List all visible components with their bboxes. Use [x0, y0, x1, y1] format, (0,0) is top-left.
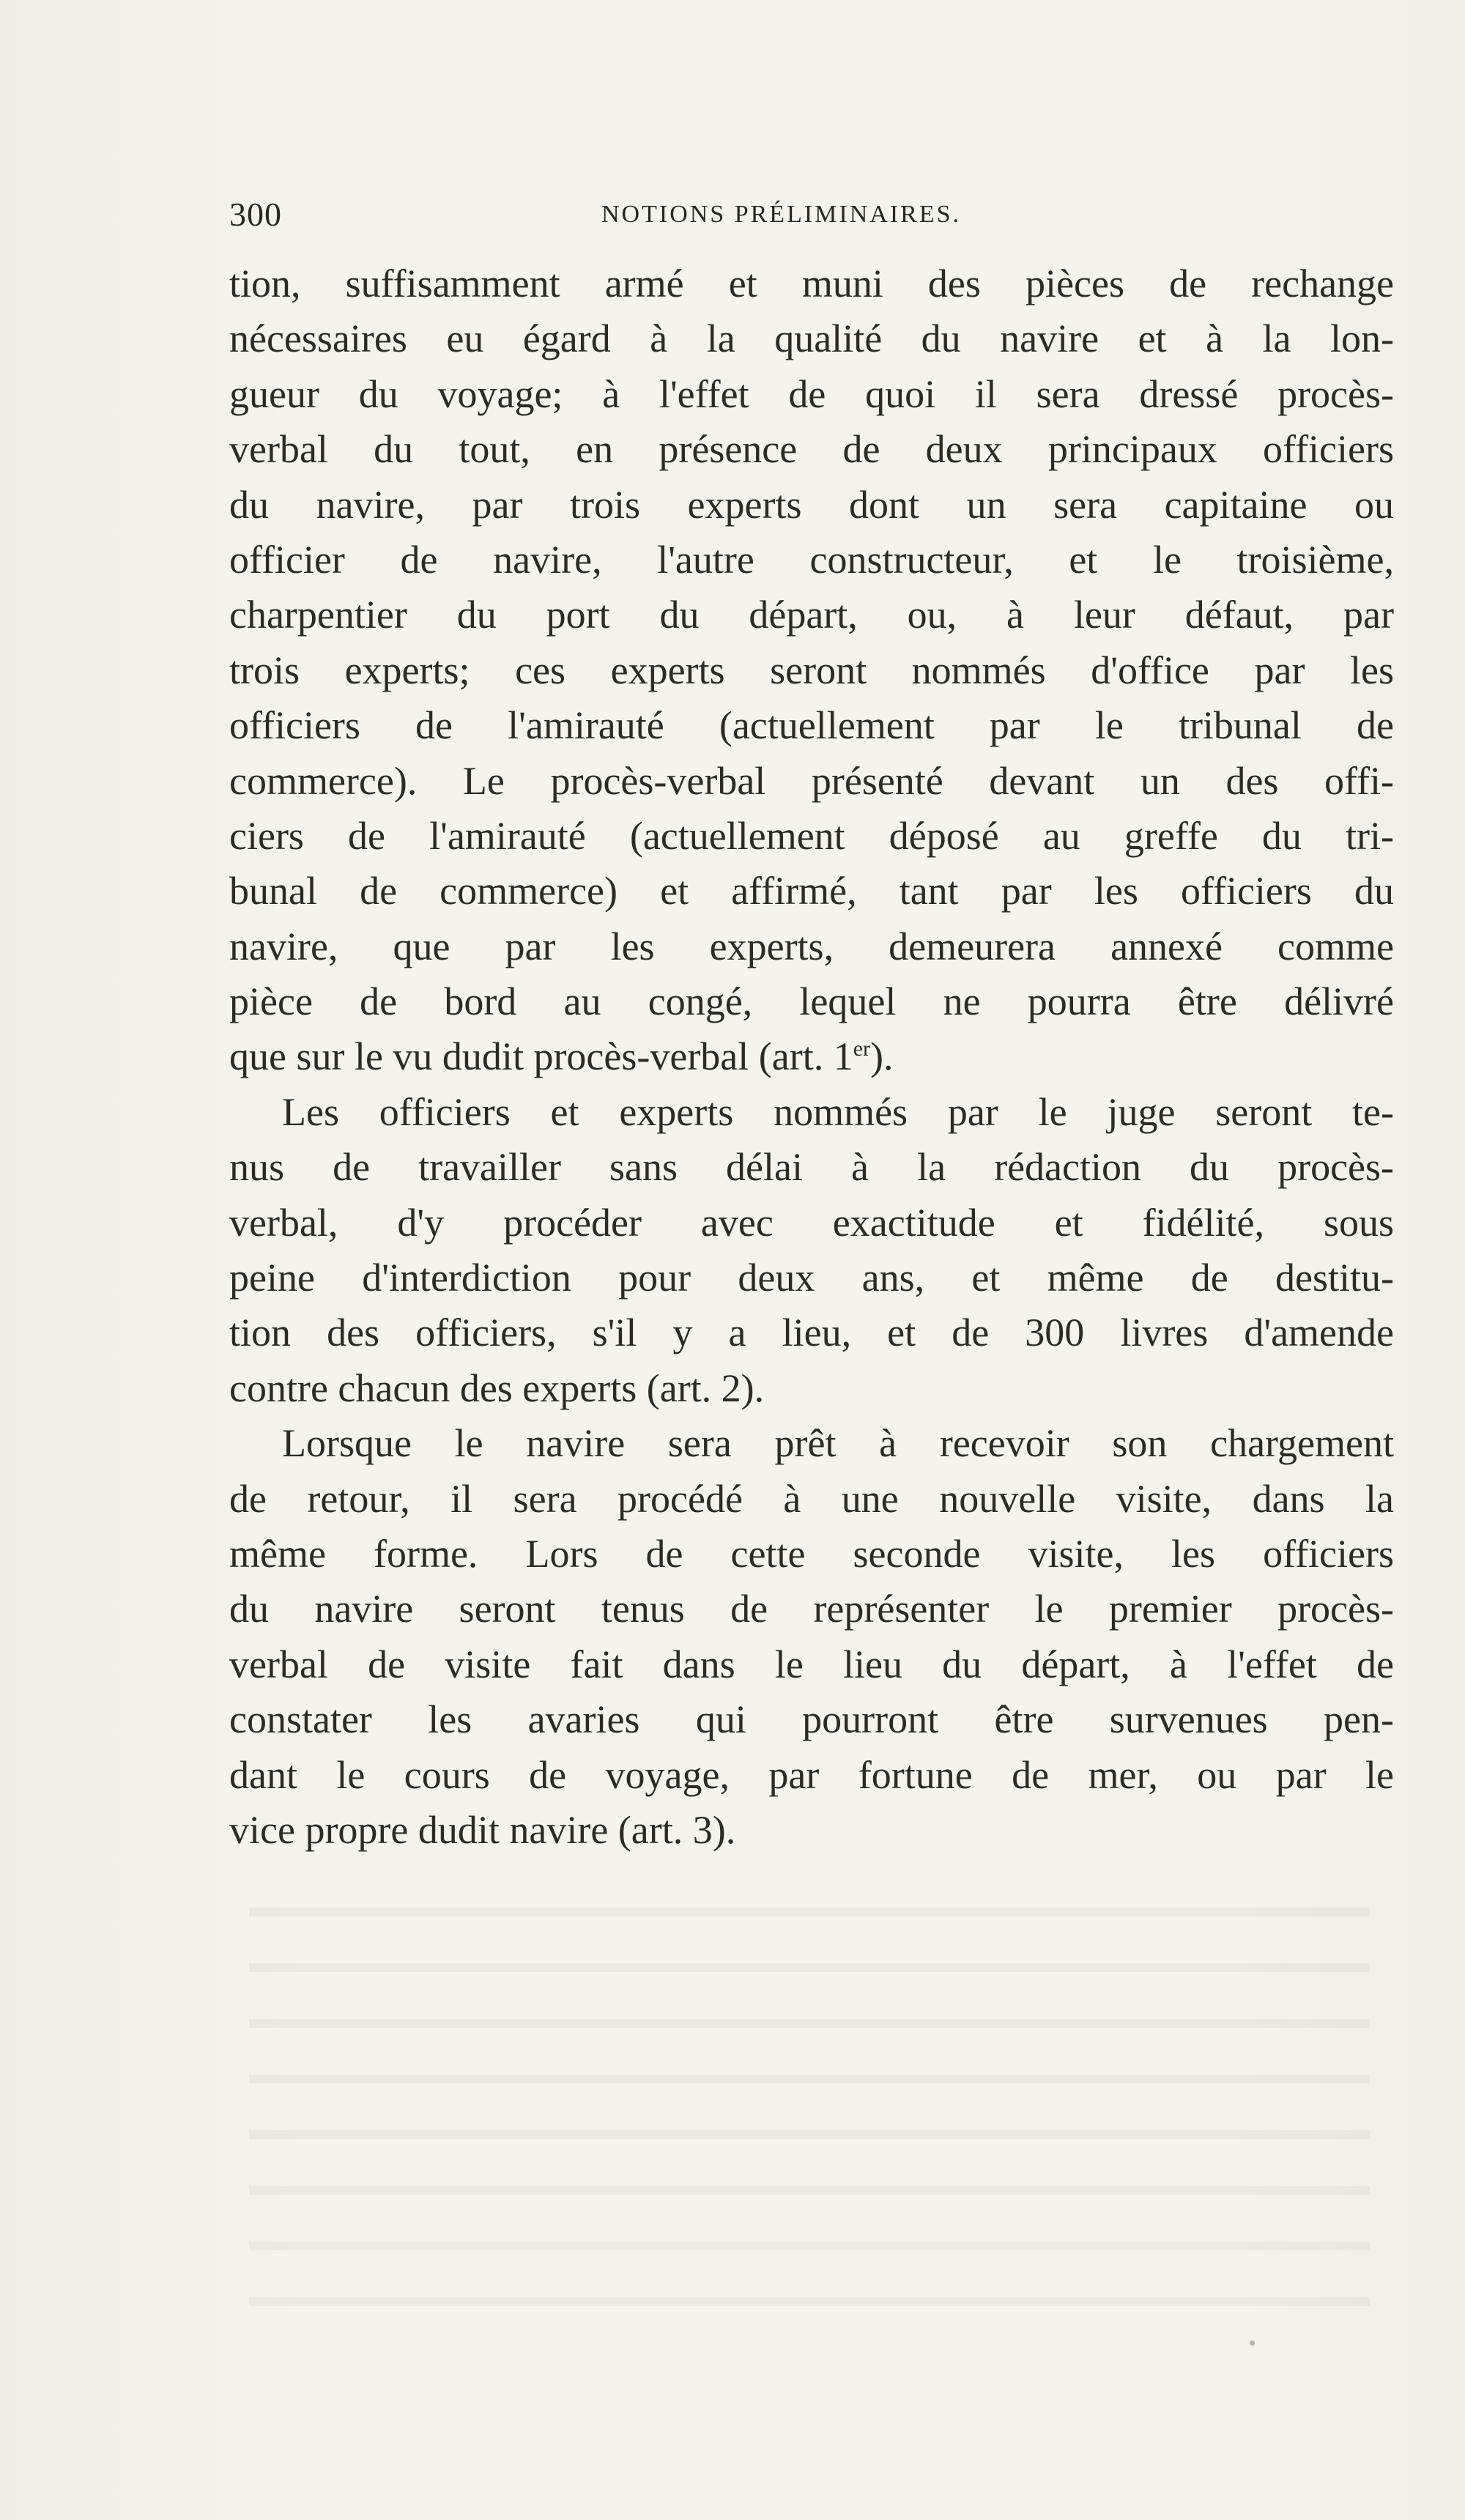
text-line: verbal de visite fait dans le lieu du départ, à l'effet de: [229, 1642, 1394, 1686]
text-line: verbal du tout, en présence de deux principaux officiers: [229, 427, 1394, 472]
running-head: NOTIONS PRÉLIMINAIRES.: [601, 201, 961, 228]
text-line-main: que sur le vu dudit procès-verbal (art. 1: [229, 1034, 853, 1079]
text-line: de retour, il sera procédé à une nouvelle visite, dans la: [229, 1476, 1394, 1521]
text-line: officier de navire, l'autre constructeur, et le troisième,: [229, 537, 1394, 582]
text-line: contre chacun des experts (art. 2).: [229, 1365, 765, 1410]
text-line: dant le cours de voyage, par fortune de mer, ou par le: [229, 1752, 1394, 1797]
text-line: trois experts; ces experts seront nommés d'office par les: [229, 648, 1394, 692]
page-number: 300: [229, 196, 282, 233]
text-line: tion, suffisamment armé et muni des pièces de rechange: [229, 262, 1394, 305]
text-line: même forme. Lors de cette seconde visite, les officiers: [229, 1531, 1394, 1576]
paragraph-start-line: Les officiers et experts nommés par le juge seront te-: [282, 1089, 1394, 1134]
text-line: pièce de bord au congé, lequel ne pourra être délivré: [229, 979, 1394, 1024]
text-line: peine d'interdiction pour deux ans, et même de destitu-: [229, 1256, 1394, 1300]
text-line-tail: ).: [870, 1034, 894, 1079]
text-line: du navire seront tenus de représenter le premier procès-: [229, 1587, 1394, 1631]
text-line: tion des officiers, s'il y a lieu, et de 300 livres d'amende: [229, 1311, 1394, 1355]
text-line: ciers de l'amirauté (actuellement déposé au greffe du tri-: [229, 813, 1394, 858]
superscript-er: er: [853, 1037, 871, 1061]
paragraph-start-line: Lorsque le navire sera prêt à recevoir son chargement: [282, 1421, 1394, 1466]
text-line: nécessaires eu égard à la qualité du navire et à la lon-: [229, 316, 1394, 361]
text-line: navire, que par les experts, demeurera annexé comme: [229, 924, 1394, 968]
text-line: vice propre dudit navire (art. 3).: [229, 1807, 736, 1852]
text-line: commerce). Le procès-verbal présenté devant un des offi-: [229, 758, 1394, 803]
body-text: [229, 256, 1394, 1858]
text-line: charpentier du port du départ, ou, à leur défaut, par: [229, 593, 1394, 637]
text-line: verbal, d'y procéder avec exactitude et fidélité, sous: [229, 1200, 1394, 1245]
text-line: nus de travailler sans délai à la rédaction du procès-: [229, 1145, 1394, 1190]
text-line: bunal de commerce) et affirmé, tant par les officiers du: [229, 869, 1394, 914]
page-header: [229, 195, 1387, 239]
text-line: [229, 1029, 1394, 1084]
paper-speck: [1250, 2341, 1255, 2346]
bleed-through-shadow: [249, 1875, 1370, 2315]
text-line: gueur du voyage; à l'effet de quoi il sera dressé procès-: [229, 371, 1394, 416]
text-line: du navire, par trois experts dont un sera capitaine ou: [229, 482, 1394, 527]
text-line: constater les avaries qui pourront être survenues pen-: [229, 1697, 1394, 1742]
text-line: officiers de l'amirauté (actuellement par le tribunal de: [229, 703, 1394, 748]
